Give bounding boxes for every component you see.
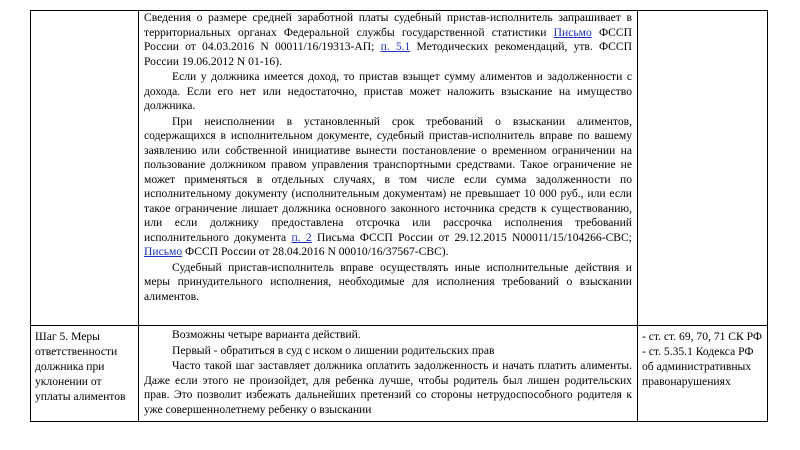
document-table <box>30 10 768 422</box>
step-title: Шаг 5. Меры ответственности должника при уклонении от уплаты алиментов <box>35 330 126 403</box>
refs-cell <box>638 326 768 422</box>
content-cell <box>139 11 638 326</box>
legal-references: - ст. ст. 69, 70, 71 СК РФ - ст. 5.35.1 Кодекса РФ об административных правонарушениях <box>642 330 763 388</box>
clause-link[interactable]: п. 5.1 <box>380 40 411 53</box>
paragraph-salary-info: Сведения о размере средней заработной платы судебный пристав-исполнитель запрашивает в территориальных органах Федеральной службы государственной статистики Письмо ФССП России от 04.03.2016 N 00011/16/19313-АП; п. 5.1 Методических рекомендаций, утв. ФССП России 19.06.2012 N 01-16). <box>144 11 632 68</box>
paragraph-consequence: Часто такой шаг заставляет должника оплатить задолженность и начать платить алименты. Даже если этого не произойдет, для ребенка лучше, чтобы родитель был лишен родительских прав. Это позволит избежать дальнейших претензий со стороны нетрудоспособного родителя к уже совершеннолетнему ребенку о взыскании <box>144 359 632 416</box>
letter-link[interactable]: Письмо <box>144 245 183 258</box>
table-row <box>31 11 768 326</box>
paragraph-other-actions: Судебный пристав-исполнитель вправе осуществлять иные исполнительные действия и меры принудительного исполнения, необходимые для исполнения требований о взыскании алиментов. <box>144 260 632 303</box>
clause-link[interactable]: п. 2 <box>291 230 312 244</box>
paragraph-first-option: Первый - обратиться в суд с иском о лишении родительских прав <box>172 343 495 357</box>
step-cell-empty <box>31 11 139 326</box>
paragraph-restriction: При неисполнении в установленный срок требований о взыскании алиментов, содержащихся в исполнительном документе, судебный пристав-исполнитель вправе по вашему заявлению или собственной инициативе вынести постановление о временном ограничении на пользование должником правом управления транспортными средствами. Такое ограничение не может применяться в отдельных случаях, в том числе если сумма задолженности по исполнительному документу (исполнительным документам) не превышает 10 000 руб., или если такое ограничение лишает должника основного законного источника средств к существованию, или если должнику предоставлена отсрочка или рассрочка исполнения требований исполнительного документа п. 2 Письма ФССП России от 29.12.2015 N00011/15/104266-СВС; Письмо ФССП России от 28.04.2016 N 00010/16/37567-СВС). <box>144 114 632 258</box>
paragraph-income: Если у должника имеется доход, то пристав взыщет сумму алиментов и задолженности с дохода. Если его нет или недостаточно, пристав может наложить взыскание на имущество должника. <box>144 70 632 112</box>
paragraph-options: Возможны четыре варианта действий. <box>172 328 361 341</box>
refs-cell-empty <box>638 11 768 326</box>
letter-link[interactable]: Письмо <box>553 25 592 39</box>
step-cell <box>31 326 139 422</box>
table-row <box>31 326 768 422</box>
content-cell <box>139 326 638 422</box>
